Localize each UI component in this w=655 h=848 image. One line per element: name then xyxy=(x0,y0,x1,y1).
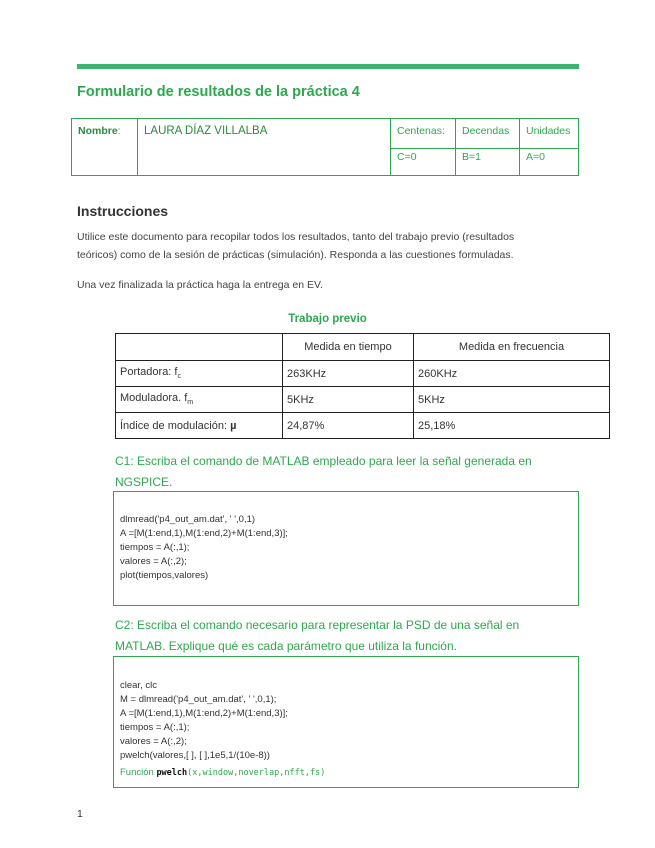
submission-note: Una vez finalizada la práctica haga la entrega en EV. xyxy=(77,279,323,291)
trabajo-previo-title: Trabajo previo xyxy=(288,313,367,325)
table-row xyxy=(116,413,610,439)
question-c2-line-2: MATLAB. Explique qué es cada parámetro que utiliza la función. xyxy=(115,639,457,653)
centenas-value-cell xyxy=(391,148,456,175)
question-c2 xyxy=(115,615,519,657)
row-label-portadora xyxy=(116,361,283,387)
trabajo-previo-table xyxy=(115,333,610,439)
row-label-indice xyxy=(116,413,283,439)
row-label-text: Índice de modulación: xyxy=(120,419,231,432)
funcion-signature xyxy=(120,767,325,778)
page-title: Formulario de resultados de la práctica 4 xyxy=(77,84,360,100)
nombre-value-cell xyxy=(138,119,391,176)
centenas-label: Centenas: xyxy=(397,125,445,137)
instructions-line-2: teóricos) como de la sesión de prácticas (simulación). Responda a las cuestiones formuladas. xyxy=(77,248,514,261)
row-label-text: Portadora: f xyxy=(120,366,178,379)
indice-frecuencia: 25,18% xyxy=(414,413,610,439)
code-line: tiempos = A(:,1); xyxy=(120,722,190,733)
question-c2-line-1: C2: Escriba el comando necesario para representar la PSD de una señal en xyxy=(115,618,520,632)
decenas-value-cell xyxy=(456,148,520,175)
indice-tiempo: 24,87% xyxy=(283,413,414,439)
centenas-label-cell xyxy=(391,119,456,149)
code-line: clear, clc xyxy=(120,680,157,691)
code-line: A =[M(1:end,1),M(1:end,2)+M(1:end,3)]; xyxy=(120,708,288,719)
row-label-moduladora xyxy=(116,387,283,413)
funcion-label: Función xyxy=(120,767,157,778)
decenas-value: B=1 xyxy=(462,150,481,163)
decenas-label-cell xyxy=(456,119,520,149)
page-number: 1 xyxy=(77,808,83,820)
question-c1-line-1: C1: Escriba el comando de MATLAB empleado para leer la señal generada en xyxy=(115,454,532,468)
row-label-subscript: c xyxy=(177,373,181,381)
instructions-paragraph xyxy=(77,229,514,264)
code-line: tiempos = A(:,1); xyxy=(120,542,190,553)
nombre-value: LAURA DÍAZ VILLALBA xyxy=(144,125,268,137)
funcion-name: pwelch xyxy=(156,768,188,778)
question-c1 xyxy=(115,451,532,493)
code-line: M = dlmread('p4_out_am.dat', ' ',0,1); xyxy=(120,694,277,705)
funcion-args: (x,window,noverlap,nfft,fs) xyxy=(187,768,326,778)
column-header-frecuencia: Medida en frecuencia xyxy=(414,334,610,361)
top-accent-bar xyxy=(77,64,579,69)
table-row xyxy=(116,361,610,387)
moduladora-tiempo: 5KHz xyxy=(283,387,414,413)
code-line: valores = A(:,2); xyxy=(120,736,187,747)
code-line: valores = A(:,2); xyxy=(120,556,187,567)
portadora-tiempo: 263KHz xyxy=(283,361,414,387)
question-c1-line-2: NGSPICE. xyxy=(115,475,173,489)
funcion-code xyxy=(156,768,325,778)
student-header-table xyxy=(71,118,579,176)
decenas-label: Decendas xyxy=(462,125,510,137)
nombre-colon: : xyxy=(117,125,121,137)
moduladora-frecuencia: 5KHz xyxy=(414,387,610,413)
portadora-frecuencia: 260KHz xyxy=(414,361,610,387)
code-line: dlmread('p4_out_am.dat', ' ',0,1) xyxy=(120,514,256,525)
row-label-text: Moduladora. f xyxy=(120,392,188,405)
unidades-label-cell xyxy=(520,119,579,149)
answer-c2-box[interactable] xyxy=(113,656,579,788)
centenas-value: C=0 xyxy=(397,150,417,163)
column-header-tiempo: Medida en tiempo xyxy=(283,334,414,361)
instructions-line-1: Utilice este documento para recopilar todos los resultados, tanto del trabajo previo (resultados xyxy=(77,231,515,243)
unidades-value: A=0 xyxy=(526,150,545,163)
unidades-label: Unidades xyxy=(526,125,571,137)
row-label-subscript: m xyxy=(187,399,194,407)
mu-symbol: µ xyxy=(230,419,237,432)
answer-c1-code xyxy=(120,499,288,583)
nombre-label-cell xyxy=(72,119,138,176)
unidades-value-cell xyxy=(520,148,579,175)
code-line: A =[M(1:end,1),M(1:end,2)+M(1:end,3)]; xyxy=(120,528,288,539)
table-row xyxy=(116,387,610,413)
nombre-label: Nombre xyxy=(78,125,118,137)
code-line: pwelch(valores,[ ], [ ],1e5,1/(10e-8)) xyxy=(120,750,270,761)
instructions-heading: Instrucciones xyxy=(77,203,169,219)
answer-c1-box[interactable] xyxy=(113,491,579,606)
header-empty-cell xyxy=(116,334,283,361)
code-line: plot(tiempos,valores) xyxy=(120,570,209,581)
answer-c2-code xyxy=(120,665,288,763)
